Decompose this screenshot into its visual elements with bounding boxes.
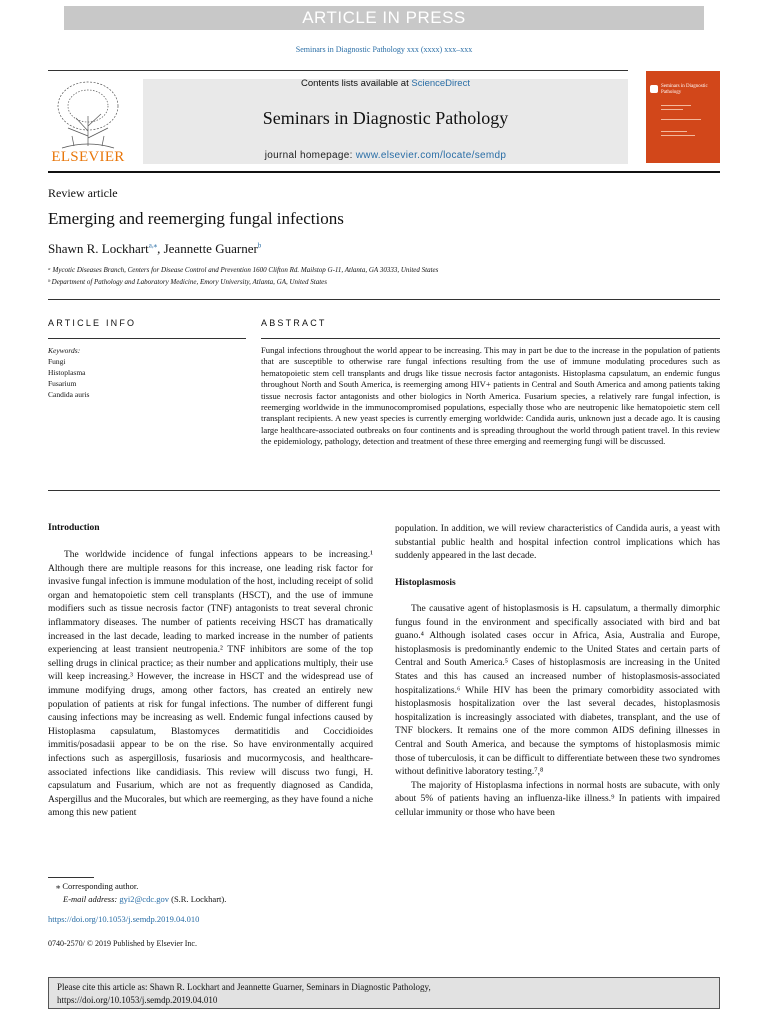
article-type: Review article <box>48 186 118 200</box>
cover-emblem <box>650 85 658 93</box>
body-column-right <box>395 523 720 564</box>
header-bottom-rule <box>48 171 720 173</box>
cover-text-line <box>661 131 687 132</box>
introduction-continuation: population. In addition, we will review characteristics of Candida auris, a yeast with substantial public health and hospital infection control implications which has suddenly appeared in the last decade. <box>395 524 720 562</box>
journal-title: Seminars in Diagnostic Pathology <box>262 108 509 128</box>
histoplasmosis-paragraph: The causative agent of histoplasmosis is H. capsulatum, a thermally dimorphic fungus found in the environment and specifically associated with bird and bat guano.⁴ Although isolated cases occur in Africa, Asia, Australia and Europe, histoplasmosis is predominantly endemic to the United States and certain parts of Central and South America.⁵ Cases of histoplasmosis are increasing in the United States and this has caused an increased number of histoplasmosis-associated hospitalizations.⁶ While HIV has been the primary comorbidity associated with histoplasmosis hospitalization over the last several decades, histoplasmosis hospitalization is increasingly associated with diabetes, transplant, and the use of TNF blockers. It remains one of the more common AIDS defining illnesses in Central and South America, and because the symptoms of histoplasmosis mimic those of tuberculosis, it can be difficult to differentiate between these two syndromes without definitive laboratory testing.⁷,⁸ <box>395 604 720 778</box>
footnote-rule <box>48 877 94 878</box>
corresponding-author-note: ⁎ Corresponding author. <box>56 881 139 891</box>
contents-available-line <box>143 78 628 89</box>
affiliation-a: ᵃ Mycotic Diseases Branch, Centers for Disease Control and Prevention 1600 Clifton Rd. Mailstop G-11, Atlanta, GA 30333, United States <box>48 266 439 274</box>
elsevier-wordmark: ELSEVIER <box>51 149 125 165</box>
introduction-heading: Introduction <box>48 523 100 533</box>
article-info-rule <box>48 338 246 339</box>
journal-cover-thumbnail[interactable] <box>646 71 720 163</box>
histoplasmosis-text <box>395 603 720 821</box>
cover-text-line <box>661 105 691 106</box>
cover-text-line <box>661 135 695 136</box>
keyword-item: Fusarium <box>48 379 77 388</box>
keyword-item: Fungi <box>48 357 66 366</box>
article-info-heading: ARTICLE INFO <box>48 318 137 328</box>
author-list <box>48 241 261 257</box>
histoplasmosis-paragraph: The majority of Histoplasma infections in normal hosts are subacute, with only about 5% of patients having an influenza-like illness.⁹ In patients with impaired cellular immunity or those who have been <box>395 780 720 818</box>
journal-homepage-link[interactable]: www.elsevier.com/locate/semdp <box>355 150 507 161</box>
citation-line: Please cite this article as: Shawn R. Lockhart and Jeannette Guarner, Seminars in Diagnostic Pathology, <box>57 982 431 992</box>
sciencedirect-link[interactable]: ScienceDirect <box>411 78 470 89</box>
author-name: Shawn R. Lockhart <box>48 241 149 256</box>
abstract-rule <box>261 338 720 339</box>
abstract-heading: ABSTRACT <box>261 318 327 328</box>
author-name: , Jeannette Guarner <box>157 241 258 256</box>
section-rule <box>48 299 720 300</box>
journal-homepage-line <box>143 150 628 161</box>
affiliation-b: ᵇ Department of Pathology and Laboratory Medicine, Emory University, Atlanta, GA, United States <box>48 278 327 286</box>
keyword-item: Candida auris <box>48 390 90 399</box>
email-footnote <box>63 894 226 904</box>
cover-text-line <box>661 119 701 120</box>
email-label: E-mail address: <box>63 894 120 904</box>
author-affiliation-marker[interactable]: a,⁎ <box>148 241 158 250</box>
abstract-text: Fungal infections throughout the world appear to be increasing. This may in part be due to the increase in the population of patients that are susceptible to otherwise rare fungal infections resulting from the use of immune modulating procedures such as hematopoietic stem cell transplants and drugs like tissue necrosis factor antagonists. Histoplasma capsulatum, an endemic fungus throughout North and South America, is reemerging among HIV+ patients in Central and South America and among patients taking tissue necrosis factor antagonists and other biologics in North America. Fusarium species, a relatively rare fungal infection, is reemerging worldwide in the immunocompromised populations, especially those who are neutropenic like hematopoietic stem cell transplant recipients. A new yeast species is currently emerging worldwide: Candida auris, unknown just a decade ago. It is causing large healthcare-associated outbreaks on four continents and is spreading throughout the world through patient travel. In this review the epidemiology, pathology, detection and treatment of these three emerging and reemerging fungi will be discussed. <box>261 345 720 447</box>
author-email-link[interactable]: gyi2@cdc.gov <box>119 894 169 904</box>
citation-box <box>48 977 720 1009</box>
journal-citation-line[interactable]: Seminars in Diagnostic Pathology xxx (xxxx) xxx–xxx <box>295 45 473 54</box>
histoplasmosis-heading: Histoplasmosis <box>395 578 456 588</box>
citation-doi[interactable]: https://doi.org/10.1053/j.semdp.2019.04.010 <box>57 994 218 1005</box>
contents-prefix: Contents lists available at <box>301 78 412 89</box>
section-rule <box>48 490 720 491</box>
copyright-line: 0740-2570/ © 2019 Published by Elsevier Inc. <box>48 939 197 948</box>
header-top-rule <box>48 70 628 71</box>
email-suffix: (S.R. Lockhart). <box>168 894 227 904</box>
doi-link[interactable]: https://doi.org/10.1053/j.semdp.2019.04.010 <box>48 914 200 924</box>
introduction-paragraph: The worldwide incidence of fungal infections appears to be increasing.¹ Although there are multiple reasons for this increase, one leading risk factor for invasive fungal infection is immune modulation of the host, including receipt of solid organ and hematopoietic stem cell transplants (HSCT), and the use of immune modifiers such as tissue necrosis factor (TNF) antagonists to treat several chronic inflammatory diseases. The number of patients receiving HSCT has dramatically increased in the last decade, leading to marked increase in the number of patients experiencing at least transient neutropenia.² TNF inhibitors are some of the top selling drugs in clinical practice; as their number and applications multiply, their use will keep increasing.³ However, the increase in HSCT and the widespread use of immune modifying drugs, among other factors, has created an entirely new population of patients at risk for fungal infections. The number of different fungi causing infections may be increasing as well. Endemic fungal infections caused by Histoplasma capsulatum, Blastomyces dermatitidis and Coccidioides immitis/posadasii appear to be on the rise. So have environmentally acquired infections such as aspergillosis, fusariosis and mucormycosis, and healthcare-associated infections like candidiasis. This review will discuss two fungi, H. capsulatum and Fusarium, which are not as frequently diagnosed as Candida, Aspergillus and the Mucorales, but which are reemerging, as they have found a niche among this new patient <box>48 550 373 819</box>
keyword-item: Histoplasma <box>48 368 86 377</box>
body-column-left <box>48 549 373 821</box>
keywords-label: Keywords: <box>48 346 81 355</box>
article-title: Emerging and reemerging fungal infections <box>48 209 344 228</box>
homepage-prefix: journal homepage: <box>264 150 356 161</box>
cover-text-line <box>661 109 683 110</box>
cover-title: Seminars in Diagnostic Pathology <box>661 84 708 95</box>
author-affiliation-marker[interactable]: b <box>257 241 262 250</box>
article-in-press-banner: ARTICLE IN PRESS <box>64 6 704 30</box>
